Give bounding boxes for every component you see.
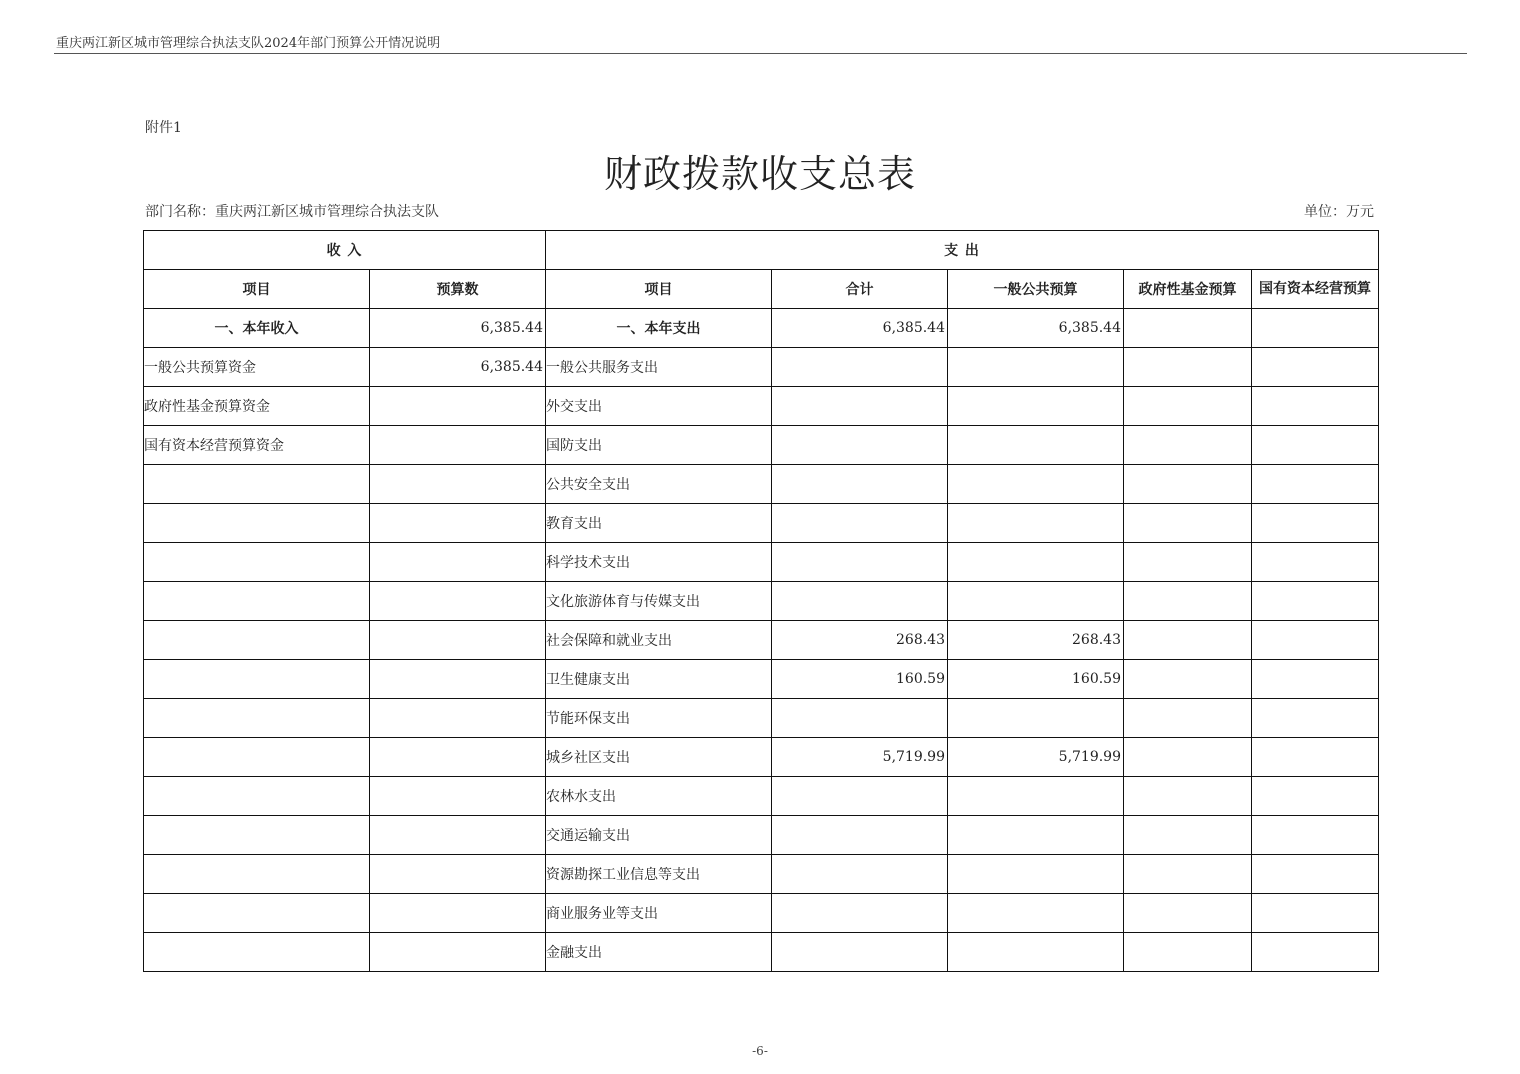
- gov-fund-cell: [1124, 621, 1252, 660]
- total-cell: [772, 855, 948, 894]
- gov-fund-cell: [1124, 504, 1252, 543]
- income-item-cell: [144, 465, 370, 504]
- total-cell: [772, 465, 948, 504]
- table-row: [144, 582, 1379, 621]
- column-header-gov-fund: 政府性基金预算: [1124, 270, 1252, 309]
- income-item-cell: [144, 504, 370, 543]
- total-cell: [772, 582, 948, 621]
- table-row: [144, 855, 1379, 894]
- table-row: [144, 426, 1379, 465]
- total-cell: 5,719.99: [772, 738, 948, 777]
- income-budget-cell: [370, 465, 546, 504]
- column-header-state-capital: 国有资本经营预算: [1252, 270, 1379, 309]
- expense-item-cell: 社会保障和就业支出: [546, 621, 772, 660]
- general-budget-cell: 6,385.44: [948, 309, 1124, 348]
- income-budget-cell: [370, 543, 546, 582]
- page-title: 财政拨款收支总表: [603, 152, 916, 196]
- expense-item-cell: 外交支出: [546, 387, 772, 426]
- gov-fund-cell: [1124, 894, 1252, 933]
- income-budget-cell: [370, 699, 546, 738]
- total-cell: [772, 426, 948, 465]
- table-row: [144, 543, 1379, 582]
- state-capital-cell: [1252, 348, 1379, 387]
- income-item-cell: [144, 582, 370, 621]
- state-capital-cell: [1252, 465, 1379, 504]
- expense-item-cell: 交通运输支出: [546, 816, 772, 855]
- general-budget-cell: [948, 816, 1124, 855]
- income-budget-cell: [370, 387, 546, 426]
- table-row: [144, 933, 1379, 972]
- expense-item-cell: 国防支出: [546, 426, 772, 465]
- total-cell: [772, 699, 948, 738]
- expense-item-cell: 一般公共服务支出: [546, 348, 772, 387]
- expense-item-cell: 公共安全支出: [546, 465, 772, 504]
- state-capital-cell: [1252, 543, 1379, 582]
- general-budget-cell: [948, 387, 1124, 426]
- state-capital-cell: [1252, 387, 1379, 426]
- column-header-income-budget: 预算数: [370, 270, 546, 309]
- total-cell: [772, 348, 948, 387]
- table-row: [144, 309, 1379, 348]
- state-capital-cell: [1252, 621, 1379, 660]
- gov-fund-cell: [1124, 660, 1252, 699]
- income-budget-cell: 6,385.44: [370, 348, 546, 387]
- column-header-general-budget: 一般公共预算: [948, 270, 1124, 309]
- income-budget-cell: [370, 426, 546, 465]
- budget-table: [143, 230, 1379, 972]
- gov-fund-cell: [1124, 855, 1252, 894]
- general-budget-cell: [948, 777, 1124, 816]
- income-budget-cell: [370, 504, 546, 543]
- table-row: [144, 816, 1379, 855]
- gov-fund-cell: [1124, 348, 1252, 387]
- department-name: 部门名称：重庆两江新区城市管理综合执法支队: [145, 204, 439, 220]
- total-cell: [772, 543, 948, 582]
- income-item-cell: [144, 699, 370, 738]
- income-item-cell: [144, 543, 370, 582]
- expense-item-cell: 资源勘探工业信息等支出: [546, 855, 772, 894]
- general-budget-cell: [948, 933, 1124, 972]
- page-number: -6-: [752, 1044, 768, 1058]
- income-budget-cell: [370, 894, 546, 933]
- table-row: [144, 504, 1379, 543]
- running-header: 重庆两江新区城市管理综合执法支队2024年部门预算公开情况说明: [56, 36, 441, 51]
- gov-fund-cell: [1124, 387, 1252, 426]
- gov-fund-cell: [1124, 738, 1252, 777]
- state-capital-cell: [1252, 816, 1379, 855]
- income-item-cell: [144, 816, 370, 855]
- table-row: [144, 387, 1379, 426]
- state-capital-cell: [1252, 855, 1379, 894]
- general-budget-cell: [948, 699, 1124, 738]
- gov-fund-cell: [1124, 933, 1252, 972]
- table-row: [144, 621, 1379, 660]
- general-budget-cell: [948, 855, 1124, 894]
- gov-fund-cell: [1124, 582, 1252, 621]
- state-capital-cell: [1252, 660, 1379, 699]
- general-budget-cell: [948, 426, 1124, 465]
- gov-fund-cell: [1124, 816, 1252, 855]
- income-budget-cell: [370, 582, 546, 621]
- general-budget-cell: 268.43: [948, 621, 1124, 660]
- expense-item-cell: 科学技术支出: [546, 543, 772, 582]
- income-budget-cell: [370, 738, 546, 777]
- total-cell: [772, 894, 948, 933]
- income-item-cell: [144, 738, 370, 777]
- expense-section-header: 支 出: [546, 231, 1379, 270]
- expense-item-cell: 卫生健康支出: [546, 660, 772, 699]
- table-row: [144, 777, 1379, 816]
- expense-item-cell: 农林水支出: [546, 777, 772, 816]
- total-cell: [772, 933, 948, 972]
- unit-label: 单位：万元: [1304, 204, 1374, 220]
- expense-item-cell: 节能环保支出: [546, 699, 772, 738]
- income-budget-cell: [370, 621, 546, 660]
- income-budget-cell: [370, 777, 546, 816]
- attachment-label: 附件1: [145, 120, 182, 136]
- general-budget-cell: 5,719.99: [948, 738, 1124, 777]
- state-capital-cell: [1252, 777, 1379, 816]
- expense-item-cell: 一、本年支出: [546, 309, 772, 348]
- gov-fund-cell: [1124, 465, 1252, 504]
- income-budget-cell: [370, 816, 546, 855]
- income-item-cell: 一般公共预算资金: [144, 348, 370, 387]
- general-budget-cell: [948, 894, 1124, 933]
- income-budget-cell: [370, 855, 546, 894]
- table-row: [144, 465, 1379, 504]
- gov-fund-cell: [1124, 543, 1252, 582]
- general-budget-cell: [948, 504, 1124, 543]
- general-budget-cell: [948, 543, 1124, 582]
- state-capital-cell: [1252, 699, 1379, 738]
- table-row: [144, 660, 1379, 699]
- total-cell: [772, 816, 948, 855]
- general-budget-cell: [948, 582, 1124, 621]
- total-cell: [772, 777, 948, 816]
- income-item-cell: [144, 660, 370, 699]
- gov-fund-cell: [1124, 309, 1252, 348]
- state-capital-cell: [1252, 426, 1379, 465]
- expense-item-cell: 金融支出: [546, 933, 772, 972]
- total-cell: [772, 387, 948, 426]
- income-item-cell: 政府性基金预算资金: [144, 387, 370, 426]
- total-cell: 160.59: [772, 660, 948, 699]
- state-capital-cell: [1252, 309, 1379, 348]
- income-item-cell: [144, 933, 370, 972]
- income-item-cell: 国有资本经营预算资金: [144, 426, 370, 465]
- expense-item-cell: 文化旅游体育与传媒支出: [546, 582, 772, 621]
- income-item-cell: [144, 777, 370, 816]
- income-item-cell: 一、本年收入: [144, 309, 370, 348]
- total-cell: 6,385.44: [772, 309, 948, 348]
- income-item-cell: [144, 894, 370, 933]
- income-budget-cell: [370, 660, 546, 699]
- table-row: [144, 894, 1379, 933]
- state-capital-cell: [1252, 894, 1379, 933]
- total-cell: 268.43: [772, 621, 948, 660]
- general-budget-cell: [948, 465, 1124, 504]
- general-budget-cell: 160.59: [948, 660, 1124, 699]
- column-header-total: 合计: [772, 270, 948, 309]
- table-row: [144, 738, 1379, 777]
- state-capital-cell: [1252, 504, 1379, 543]
- income-item-cell: [144, 621, 370, 660]
- income-budget-cell: 6,385.44: [370, 309, 546, 348]
- table-row: [144, 348, 1379, 387]
- state-capital-cell: [1252, 738, 1379, 777]
- general-budget-cell: [948, 348, 1124, 387]
- section-header-row: [144, 231, 1379, 270]
- header-divider: [54, 53, 1467, 54]
- gov-fund-cell: [1124, 426, 1252, 465]
- state-capital-cell: [1252, 582, 1379, 621]
- state-capital-cell: [1252, 933, 1379, 972]
- gov-fund-cell: [1124, 699, 1252, 738]
- table-row: [144, 699, 1379, 738]
- gov-fund-cell: [1124, 777, 1252, 816]
- column-header-expense-item: 项目: [546, 270, 772, 309]
- income-budget-cell: [370, 933, 546, 972]
- column-header-income-item: 项目: [144, 270, 370, 309]
- total-cell: [772, 504, 948, 543]
- expense-item-cell: 商业服务业等支出: [546, 894, 772, 933]
- expense-item-cell: 教育支出: [546, 504, 772, 543]
- income-item-cell: [144, 855, 370, 894]
- expense-item-cell: 城乡社区支出: [546, 738, 772, 777]
- income-section-header: 收 入: [144, 231, 546, 270]
- column-header-row: [144, 270, 1379, 309]
